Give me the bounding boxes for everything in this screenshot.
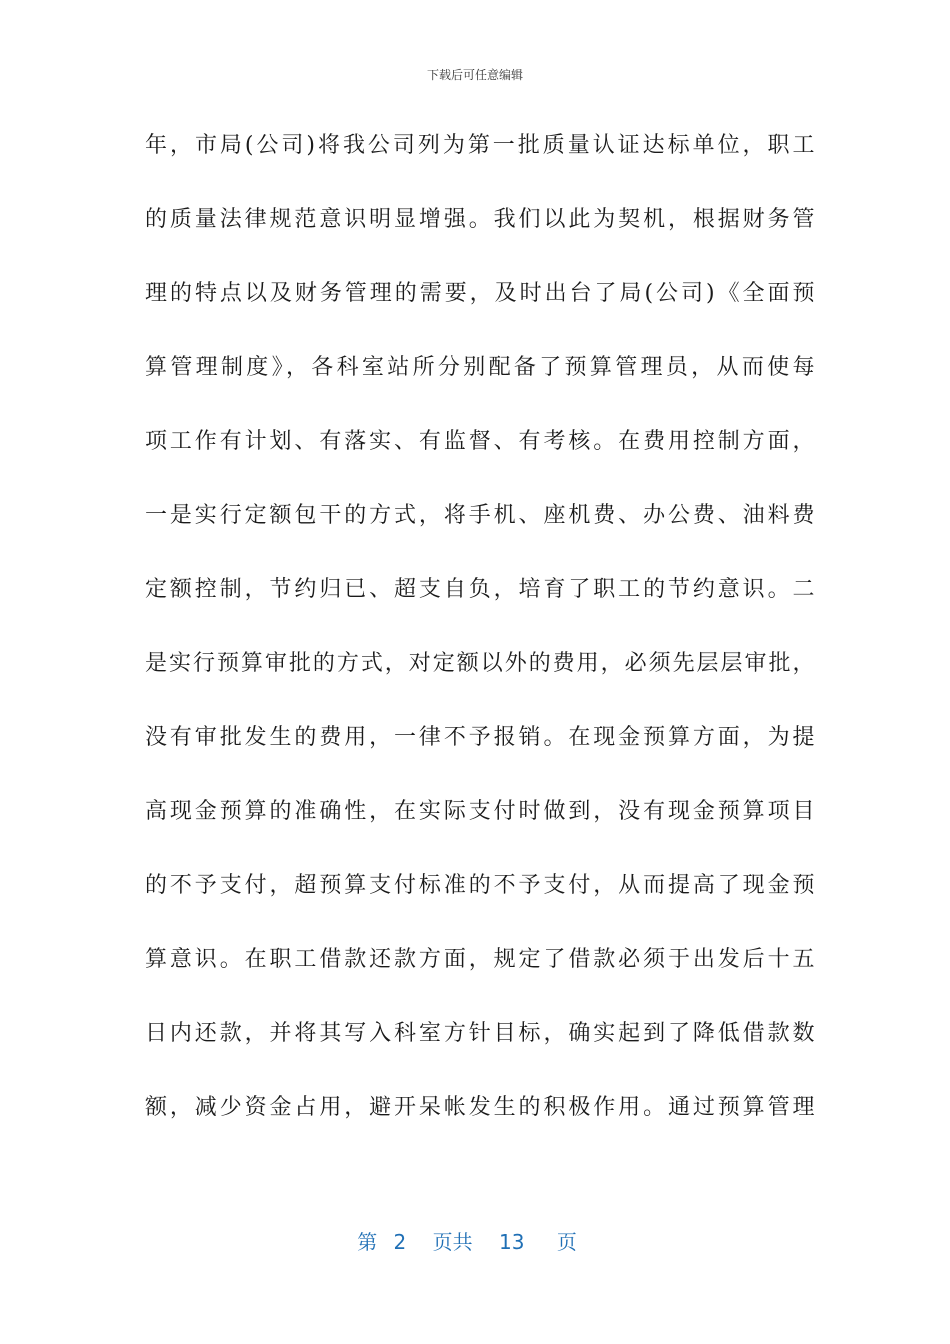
page-header: 下载后可任意编辑: [426, 68, 523, 82]
body-line: 的质量法律规范意识明显增强。我们以此为契机，根据财务管: [145, 207, 815, 232]
page-footer: [0, 1226, 950, 1255]
body-line: 项工作有计划、有落实、有监督、有考核。在费用控制方面，: [145, 429, 815, 454]
body-line: 定额控制，节约归已、超支自负，培育了职工的节约意识。二: [145, 577, 815, 602]
footer-current-page: 2: [393, 1230, 407, 1254]
footer-middle: 页共: [432, 1230, 473, 1254]
footer-suffix: 页: [556, 1230, 577, 1254]
body-line: 年，市局(公司)将我公司列为第一批质量认证达标单位，职工: [145, 133, 815, 158]
document-body: [145, 128, 815, 1164]
body-line: 额，减少资金占用，避开呆帐发生的积极作用。通过预算管理: [145, 1095, 815, 1120]
body-line: 算管理制度》，各科室站所分别配备了预算管理员，从而使每: [145, 355, 815, 380]
body-line: 日内还款，并将其写入科室方针目标，确实起到了降低借款数: [145, 1021, 815, 1046]
body-line: 没有审批发生的费用，一律不予报销。在现金预算方面，为提: [145, 725, 815, 750]
footer-total-pages: 13: [499, 1230, 525, 1254]
body-line: 是实行预算审批的方式，对定额以外的费用，必须先层层审批，: [145, 651, 815, 676]
body-line: 的不予支付，超预算支付标准的不予支付，从而提高了现金预: [145, 873, 815, 898]
body-line: 一是实行定额包干的方式，将手机、座机费、办公费、油料费: [145, 503, 815, 528]
body-line: 理的特点以及财务管理的需要，及时出台了局(公司)《全面预: [145, 281, 815, 306]
body-line: 算意识。在职工借款还款方面，规定了借款必须于出发后十五: [145, 947, 815, 972]
body-line: 高现金预算的准确性，在实际支付时做到，没有现金预算项目: [145, 799, 815, 824]
footer-prefix: 第: [357, 1230, 378, 1254]
